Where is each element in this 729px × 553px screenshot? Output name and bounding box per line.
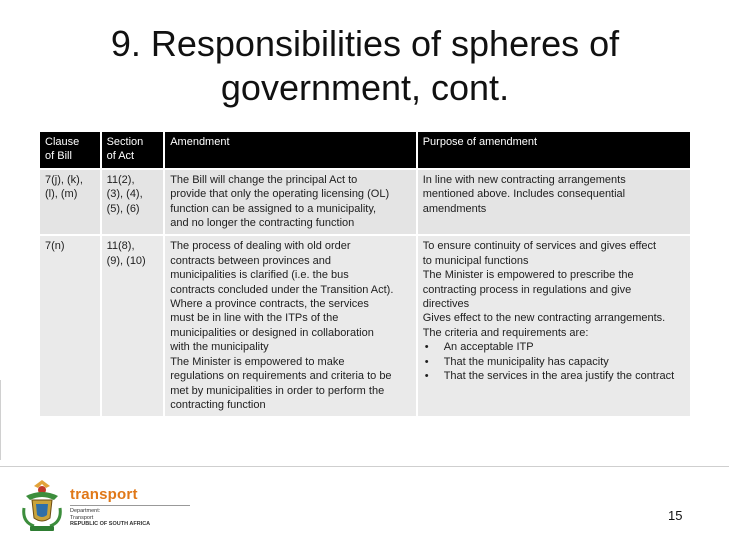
cell-clause: 7(n) bbox=[40, 236, 100, 416]
list-item: • That the municipality has capacity bbox=[423, 355, 685, 369]
title-line-2: government, cont. bbox=[220, 67, 510, 108]
department-logo bbox=[20, 478, 170, 534]
brand-wordmark: transport bbox=[70, 486, 138, 503]
cell-purpose: To ensure continuity of services and gives effect to municipal functions The Minister is empowered to prescribe the contracting process in regulations and give directives Gives effect to the new contracting arrangements. The criteria and requirements are: • An acceptable ITP • That the municipality has capacity • That the services in the area justify the contract bbox=[418, 236, 690, 416]
cell-amendment: The process of dealing with old order contracts between provinces and municipalities is clarified (i.e. the bus contracts concluded under the Transition Act). Where a province contracts, the services must be in line with the ITPs of the municipalities or designed in collaboration with the municipality The Minister is empowered to make regulations on requirements and criteria to be met by municipalities in order to perform the contracting function bbox=[165, 236, 416, 416]
cell-amendment: The Bill will change the principal Act to provide that only the operating licensing (OL) function can be assigned to a municipality, and no longer the contracting function bbox=[165, 170, 416, 235]
title-line-1: 9. Responsibilities of spheres of bbox=[110, 23, 620, 64]
cell-section: 11(2), (3), (4), (5), (6) bbox=[102, 170, 164, 235]
page-number: 15 bbox=[668, 508, 683, 523]
criteria-list bbox=[423, 340, 685, 383]
list-item: • An acceptable ITP bbox=[423, 340, 685, 354]
amendments-table bbox=[38, 130, 692, 418]
header-clause: Clause of Bill bbox=[40, 132, 100, 168]
cell-section: 11(8), (9), (10) bbox=[102, 236, 164, 416]
cell-clause: 7(j), (k), (l), (m) bbox=[40, 170, 100, 235]
department-name: Department: Transport REPUBLIC OF SOUTH AFRICA bbox=[70, 508, 151, 528]
coat-of-arms-icon bbox=[20, 478, 64, 534]
list-item: • That the services in the area justify the contract bbox=[423, 369, 685, 383]
table-row bbox=[40, 236, 690, 416]
table-header-row bbox=[40, 132, 690, 168]
header-purpose: Purpose of amendment bbox=[418, 132, 690, 168]
slide-title bbox=[30, 22, 700, 110]
footer-divider bbox=[0, 466, 729, 467]
table-row bbox=[40, 170, 690, 235]
header-amendment: Amendment bbox=[165, 132, 416, 168]
brand-rule bbox=[70, 505, 190, 506]
cell-purpose: In line with new contracting arrangements mentioned above. Includes consequential amendments bbox=[418, 170, 690, 235]
left-divider bbox=[0, 380, 1, 460]
header-section: Section of Act bbox=[102, 132, 164, 168]
